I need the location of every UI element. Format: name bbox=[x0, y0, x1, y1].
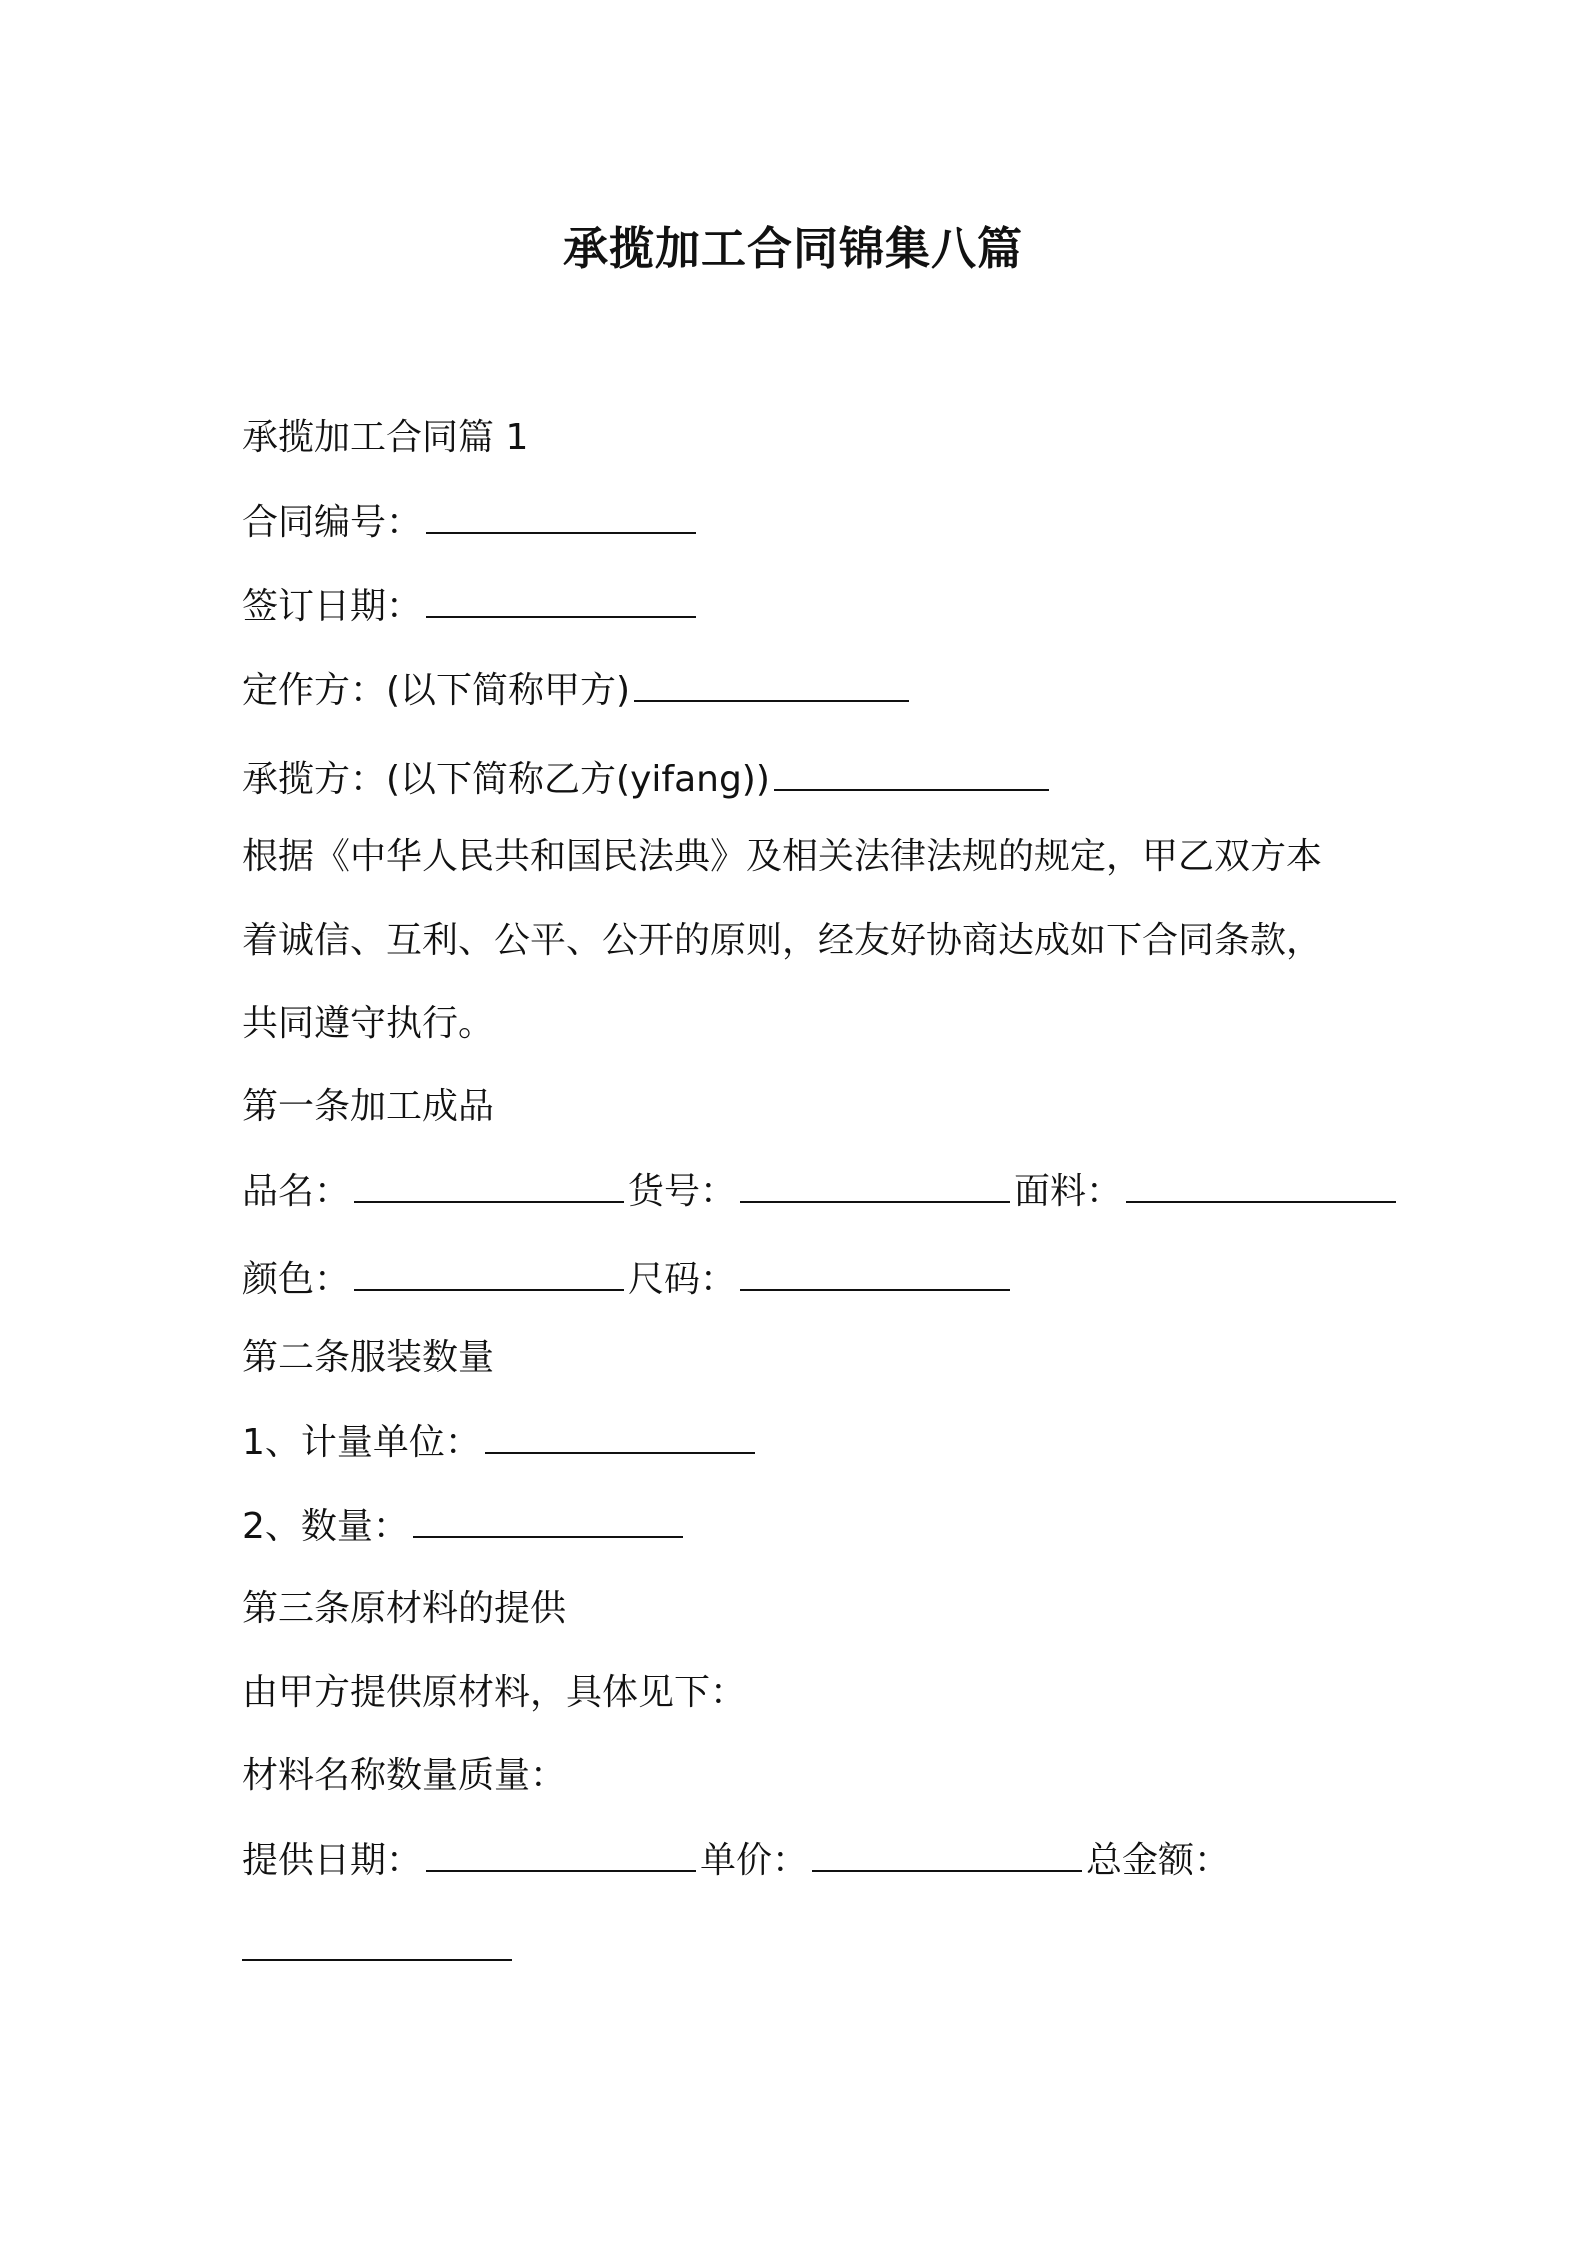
product-name-blank[interactable] bbox=[354, 1167, 624, 1203]
preamble-line-3: 共同遵守执行。 bbox=[242, 1003, 495, 1044]
total-amount-line bbox=[242, 1925, 516, 1974]
supply-info-line bbox=[242, 1836, 1230, 1885]
party-a-label: 定作方：(以下简称甲方) bbox=[242, 670, 631, 711]
contract-number-line bbox=[242, 498, 700, 547]
size-blank[interactable] bbox=[740, 1255, 1010, 1291]
supply-date-blank[interactable] bbox=[426, 1836, 696, 1872]
sign-date-line bbox=[242, 582, 700, 631]
product-name-label: 品名： bbox=[242, 1171, 351, 1212]
sign-date-label: 签订日期： bbox=[242, 586, 423, 627]
section-heading: 承揽加工合同篇 1 bbox=[242, 417, 529, 458]
unit-price-blank[interactable] bbox=[812, 1836, 1082, 1872]
party-b-label: 承揽方：(以下简称乙方(yifang)) bbox=[242, 759, 770, 800]
product-info-line bbox=[242, 1167, 1400, 1216]
party-b-line bbox=[242, 755, 1053, 804]
unit-label: 1、计量单位： bbox=[242, 1422, 481, 1463]
article-1-heading: 第一条加工成品 bbox=[242, 1086, 495, 1127]
size-label: 尺码： bbox=[628, 1259, 737, 1300]
unit-blank[interactable] bbox=[485, 1418, 755, 1454]
sign-date-blank[interactable] bbox=[426, 582, 696, 618]
party-a-line bbox=[242, 666, 913, 715]
color-size-line bbox=[242, 1255, 1014, 1304]
color-label: 颜色： bbox=[242, 1259, 351, 1300]
document-title: 承揽加工合同锦集八篇 bbox=[562, 222, 1023, 275]
contract-number-blank[interactable] bbox=[426, 498, 696, 534]
total-amount-blank[interactable] bbox=[242, 1925, 512, 1961]
party-a-blank[interactable] bbox=[634, 666, 909, 702]
quantity-line bbox=[242, 1502, 687, 1551]
supply-date-label: 提供日期： bbox=[242, 1840, 423, 1881]
item-number-blank[interactable] bbox=[740, 1167, 1010, 1203]
materials-intro: 由甲方提供原材料，具体见下： bbox=[242, 1672, 747, 1713]
article-3-heading: 第三条原材料的提供 bbox=[242, 1588, 567, 1629]
color-blank[interactable] bbox=[354, 1255, 624, 1291]
preamble-line-2: 着诚信、互利、公平、公开的原则，经友好协商达成如下合同条款， bbox=[242, 920, 1323, 961]
item-number-label: 货号： bbox=[628, 1171, 737, 1212]
materials-table-header: 材料名称数量质量： bbox=[242, 1755, 567, 1796]
quantity-blank[interactable] bbox=[413, 1502, 683, 1538]
unit-line bbox=[242, 1418, 759, 1467]
total-amount-label: 总金额： bbox=[1086, 1840, 1231, 1881]
party-b-blank[interactable] bbox=[774, 755, 1049, 791]
article-2-heading: 第二条服装数量 bbox=[242, 1337, 495, 1378]
preamble-line-1: 根据《中华人民共和国民法典》及相关法律法规的规定，甲乙双方本 bbox=[242, 836, 1323, 877]
quantity-label: 2、数量： bbox=[242, 1506, 409, 1547]
contract-number-label: 合同编号： bbox=[242, 502, 423, 543]
unit-price-label: 单价： bbox=[700, 1840, 809, 1881]
fabric-blank[interactable] bbox=[1126, 1167, 1396, 1203]
fabric-label: 面料： bbox=[1014, 1171, 1123, 1212]
